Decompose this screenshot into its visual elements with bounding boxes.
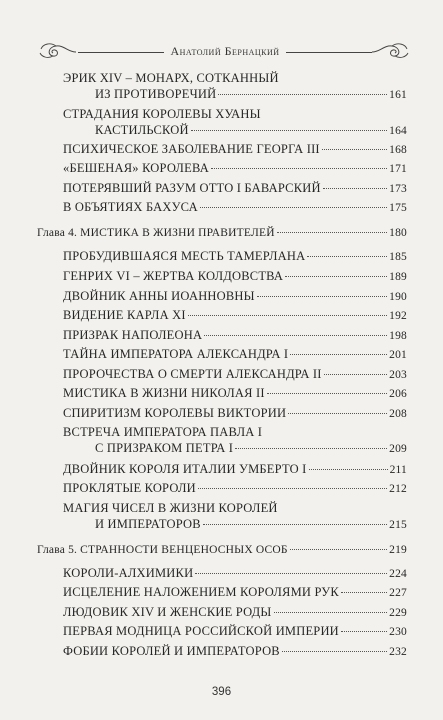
toc-entry[interactable] [63, 461, 407, 478]
toc-entry-title: ИСЦЕЛЕНИЕ НАЛОЖЕНИЕМ КОРОЛЯМИ РУК [63, 585, 339, 599]
toc-entry-title: ЭРИК XIV – МОНАРХ, СОТКАННЫЙ [63, 71, 279, 85]
page-number: 396 [211, 686, 232, 698]
toc-page-number: 232 [389, 646, 407, 658]
toc-page-number: 211 [389, 464, 407, 476]
toc-chapter-entry[interactable] [37, 225, 407, 241]
dot-leader [235, 448, 387, 449]
toc-page-number: 171 [389, 163, 407, 175]
toc-chapter-title: Глава 4. МИСТИКА В ЖИЗНИ ПРАВИТЕЛЕЙ [37, 227, 275, 239]
flourish-ornament-right-icon [372, 41, 410, 61]
dot-leader [191, 130, 387, 131]
toc-entry-title: ПЕРВАЯ МОДНИЦА РОССИЙСКОЙ ИМПЕРИИ [63, 624, 339, 638]
toc-page-number: 219 [389, 544, 407, 556]
toc-page-number: 208 [389, 408, 407, 420]
dot-leader [211, 168, 387, 169]
toc-entry[interactable] [63, 366, 407, 383]
toc-entry-title: ПРОРОЧЕСТВА О СМЕРТИ АЛЕКСАНДРА II [63, 367, 322, 381]
toc-page-number: 203 [389, 369, 407, 381]
toc-entry[interactable] [63, 160, 407, 177]
dot-leader [267, 393, 387, 394]
header-title: Анатолий Бернацкий [170, 44, 280, 58]
toc-entry[interactable] [63, 307, 407, 324]
toc-entry-title: СТРАДАНИЯ КОРОЛЕВЫ ХУАНЫ [63, 107, 261, 121]
toc-entry[interactable] [63, 424, 407, 457]
toc-page-number: 224 [389, 568, 407, 580]
toc-entry[interactable] [63, 248, 407, 265]
dot-leader [341, 631, 387, 632]
toc-entry[interactable] [63, 643, 407, 660]
dot-leader [307, 256, 387, 257]
dot-leader [282, 651, 387, 652]
toc-entry-title-cont: С ПРИЗРАКОМ ПЕТРА I [95, 441, 234, 455]
toc-page-number: 180 [389, 227, 407, 239]
toc-page-number: 206 [389, 388, 407, 400]
toc-entry-title: ДВОЙНИК КОРОЛЯ ИТАЛИИ УМБЕРТО I [63, 462, 307, 476]
toc-entry[interactable] [63, 268, 407, 285]
dot-leader [324, 374, 388, 375]
toc-entry-title: ФОБИИ КОРОЛЕЙ И ИМПЕРАТОРОВ [63, 644, 280, 658]
toc-entry[interactable] [63, 346, 407, 363]
toc-entry[interactable] [63, 199, 407, 216]
dot-leader [195, 573, 387, 574]
toc-entry-title: «БЕШЕНАЯ» КОРОЛЕВА [63, 161, 209, 175]
toc-entry-title: ТАЙНА ИМПЕРАТОРА АЛЕКСАНДРА I [63, 347, 289, 361]
dot-leader [200, 207, 387, 208]
toc-page-number: 173 [389, 183, 407, 195]
dot-leader [277, 232, 387, 233]
toc-entry[interactable] [63, 623, 407, 640]
toc-entry-title: ПРОКЛЯТЫЕ КОРОЛИ [63, 481, 196, 495]
toc-page-number: 198 [389, 330, 407, 342]
toc-entry[interactable] [63, 327, 407, 344]
dot-leader [203, 524, 387, 525]
header-rule-left [78, 52, 164, 53]
header-rule-right [286, 52, 372, 53]
toc-entry-title: ВСТРЕЧА ИМПЕРАТОРА ПАВЛА I [63, 425, 263, 439]
toc-entry-title: КОРОЛИ-АЛХИМИКИ [63, 566, 194, 580]
toc-page-number: 212 [389, 483, 407, 495]
toc-entry[interactable] [63, 106, 407, 139]
toc-entry-title: ДВОЙНИК АННЫ ИОАННОВНЫ [63, 289, 255, 303]
toc-entry-title: ПРИЗРАК НАПОЛЕОНА [63, 328, 203, 342]
toc-entry[interactable] [63, 405, 407, 422]
toc-entry-title: ЛЮДОВИК XIV И ЖЕНСКИЕ РОДЫ [63, 605, 272, 619]
toc-page-number: 190 [389, 291, 407, 303]
dot-leader [188, 315, 387, 316]
toc-entry[interactable] [63, 584, 407, 601]
toc-entry[interactable] [63, 141, 407, 158]
toc-page-number: 229 [389, 607, 407, 619]
dot-leader [285, 276, 387, 277]
dot-leader [288, 413, 387, 414]
toc-entry-title-cont: КАСТИЛЬСКОЙ [95, 123, 189, 137]
toc-entry-title: ПРОБУДИВШАЯСЯ МЕСТЬ ТАМЕРЛАНА [63, 249, 306, 263]
toc-entry-title: ПСИХИЧЕСКОЕ ЗАБОЛЕВАНИЕ ГЕОРГА III [63, 142, 320, 156]
dot-leader [309, 469, 388, 470]
toc-page-number: 209 [389, 443, 407, 455]
toc-entry-title: СПИРИТИЗМ КОРОЛЕВЫ ВИКТОРИИ [63, 406, 287, 420]
dot-leader [274, 612, 388, 613]
flourish-ornament-left-icon [38, 41, 76, 61]
toc-entry-title-cont: И ИМПЕРАТОРОВ [95, 517, 201, 531]
toc-page-number: 215 [389, 519, 407, 531]
toc-page-number: 189 [389, 271, 407, 283]
toc-page-number: 164 [389, 125, 407, 137]
dot-leader [322, 149, 387, 150]
toc-page-number: 192 [389, 310, 407, 322]
toc-page-number: 161 [389, 89, 407, 101]
toc-entry[interactable] [63, 385, 407, 402]
dot-leader [290, 354, 387, 355]
toc-entry[interactable] [63, 288, 407, 305]
dot-leader [204, 335, 387, 336]
toc-page-number: 230 [389, 626, 407, 638]
toc-entry-title: МИСТИКА В ЖИЗНИ НИКОЛАЯ II [63, 386, 265, 400]
toc-page-number: 168 [389, 144, 407, 156]
toc-entry-title: ПОТЕРЯВШИЙ РАЗУМ ОТТО I БАВАРСКИЙ [63, 181, 321, 195]
toc-page-number: 185 [389, 251, 407, 263]
toc-page-number: 227 [389, 587, 407, 599]
toc-page-number: 175 [389, 202, 407, 214]
toc-entry[interactable] [63, 70, 407, 103]
running-header [0, 40, 443, 62]
toc-entry-title-cont: ИЗ ПРОТИВОРЕЧИЙ [95, 87, 217, 101]
dot-leader [198, 488, 387, 489]
dot-leader [323, 188, 387, 189]
toc-entry[interactable] [63, 565, 407, 582]
toc-page-number: 201 [389, 349, 407, 361]
toc-entry[interactable] [63, 604, 407, 621]
toc-chapter-title: Глава 5. СТРАННОСТИ ВЕНЦЕНОСНЫХ ОСОБ [37, 544, 288, 556]
toc-entry-title: ВИДЕНИЕ КАРЛА XI [63, 308, 186, 322]
dot-leader [341, 592, 387, 593]
toc-entry[interactable] [63, 180, 407, 197]
toc-entry-title: МАГИЯ ЧИСЕЛ В ЖИЗНИ КОРОЛЕЙ [63, 501, 278, 515]
toc-entry-title: В ОБЪЯТИЯХ БАХУСА [63, 200, 198, 214]
toc-chapter-entry[interactable] [37, 542, 407, 558]
toc-entry[interactable] [63, 480, 407, 497]
dot-leader [257, 296, 387, 297]
dot-leader [218, 94, 387, 95]
dot-leader [290, 549, 387, 550]
toc-entry[interactable] [63, 500, 407, 533]
toc-entry-title: ГЕНРИХ VI – ЖЕРТВА КОЛДОВСТВА [63, 269, 284, 283]
